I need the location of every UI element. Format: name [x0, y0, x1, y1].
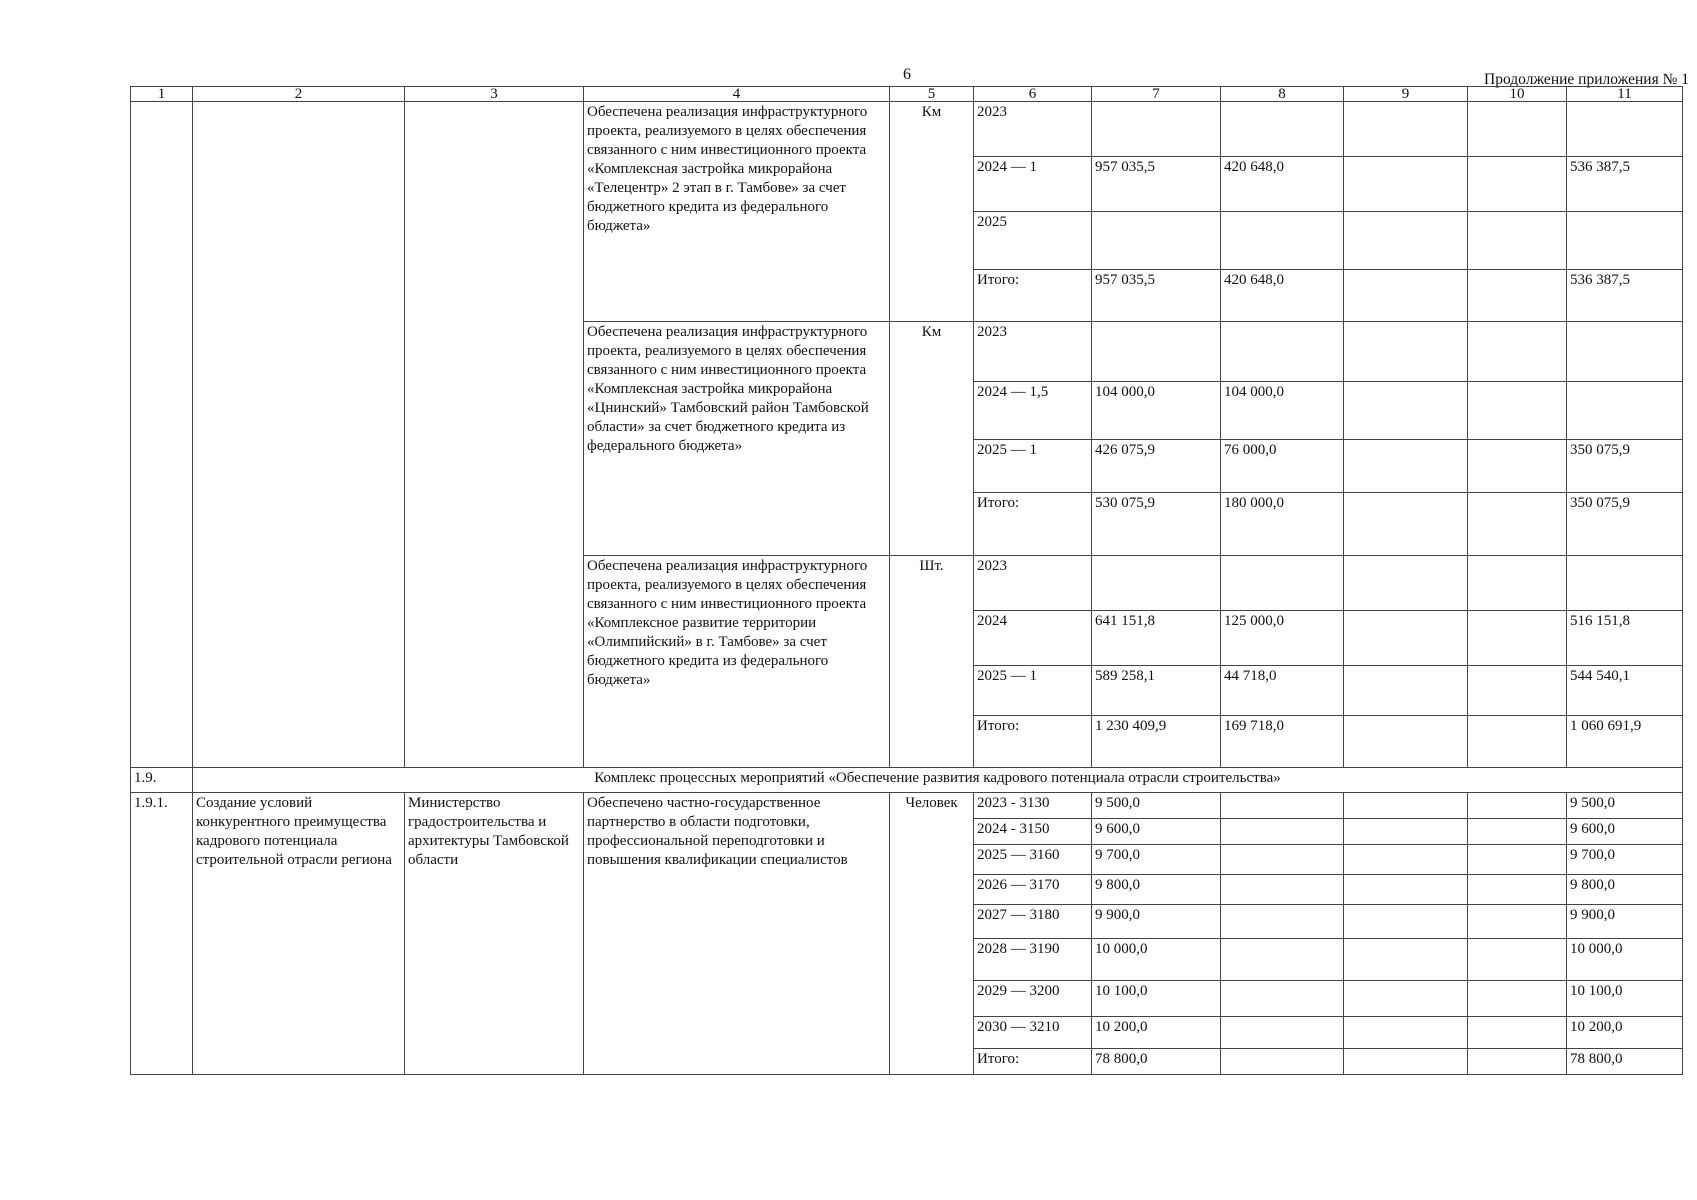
amount-cell: 76 000,0 [1221, 440, 1344, 493]
amount-cell [1468, 382, 1567, 440]
year-cell: 2028 — 3190 [974, 939, 1092, 981]
amount-cell: 10 000,0 [1567, 939, 1683, 981]
amount-cell [1344, 102, 1468, 157]
col-header: 6 [974, 87, 1092, 102]
year-cell: Итого: [974, 716, 1092, 768]
amount-cell [1468, 981, 1567, 1017]
amount-cell [1468, 270, 1567, 322]
amount-cell [1468, 493, 1567, 556]
amount-cell: 169 718,0 [1221, 716, 1344, 768]
amount-cell [1344, 157, 1468, 212]
amount-cell [1344, 981, 1468, 1017]
amount-cell [1221, 875, 1344, 905]
amount-cell [1468, 157, 1567, 212]
amount-cell [1567, 212, 1683, 270]
amount-cell [1221, 793, 1344, 819]
amount-cell: 10 200,0 [1092, 1017, 1221, 1049]
unit-cell: Шт. [890, 556, 974, 768]
amount-cell: 9 600,0 [1092, 819, 1221, 845]
amount-cell: 125 000,0 [1221, 611, 1344, 666]
year-cell: 2023 [974, 322, 1092, 382]
amount-cell [1468, 875, 1567, 905]
amount-cell [1344, 716, 1468, 768]
amount-cell [1344, 819, 1468, 845]
amount-cell [1344, 493, 1468, 556]
amount-cell: 957 035,5 [1092, 157, 1221, 212]
continuation-note: Продолжение приложения № 1 [1484, 71, 1689, 88]
amount-cell [1468, 212, 1567, 270]
section-title: Комплекс процессных мероприятий «Обеспечение развития кадрового потенциала отрасли строительства» [193, 768, 1683, 793]
amount-cell: 104 000,0 [1092, 382, 1221, 440]
amount-cell [1567, 556, 1683, 611]
col-header: 10 [1468, 87, 1567, 102]
amount-cell: 9 800,0 [1567, 875, 1683, 905]
amount-cell: 9 600,0 [1567, 819, 1683, 845]
amount-cell: 9 700,0 [1567, 845, 1683, 875]
amount-cell [1468, 793, 1567, 819]
amount-cell [1344, 1049, 1468, 1075]
table-body [131, 87, 1683, 1075]
amount-cell: 426 075,9 [1092, 440, 1221, 493]
year-cell: 2024 - 3150 [974, 819, 1092, 845]
amount-cell: 9 700,0 [1092, 845, 1221, 875]
year-cell: 2023 [974, 102, 1092, 157]
amount-cell [1567, 382, 1683, 440]
amount-cell [1221, 981, 1344, 1017]
amount-cell [1221, 212, 1344, 270]
amount-cell: 9 800,0 [1092, 875, 1221, 905]
amount-cell: 957 035,5 [1092, 270, 1221, 322]
amount-cell [1567, 102, 1683, 157]
amount-cell [1468, 1049, 1567, 1075]
amount-cell [1344, 793, 1468, 819]
year-cell: 2030 — 3210 [974, 1017, 1092, 1049]
column-number-row [131, 87, 1683, 102]
year-cell: 2024 — 1 [974, 157, 1092, 212]
empty-responsible-cell [405, 102, 584, 768]
amount-cell [1221, 102, 1344, 157]
year-cell: 2029 — 3200 [974, 981, 1092, 1017]
amount-cell: 9 900,0 [1567, 905, 1683, 939]
amount-cell [1468, 845, 1567, 875]
unit-cell: Км [890, 102, 974, 322]
section-number: 1.9. [131, 768, 193, 793]
amount-cell [1221, 845, 1344, 875]
amount-cell: 78 800,0 [1092, 1049, 1221, 1075]
year-cell: 2027 — 3180 [974, 905, 1092, 939]
amount-cell [1468, 939, 1567, 981]
amount-cell [1468, 556, 1567, 611]
amount-cell [1468, 440, 1567, 493]
amount-cell [1344, 1017, 1468, 1049]
unit-cell: Человек [890, 793, 974, 1075]
amount-cell [1221, 905, 1344, 939]
year-cell: Итого: [974, 270, 1092, 322]
col-header: 7 [1092, 87, 1221, 102]
amount-cell: 78 800,0 [1567, 1049, 1683, 1075]
amount-cell: 10 000,0 [1092, 939, 1221, 981]
amount-cell: 104 000,0 [1221, 382, 1344, 440]
amount-cell: 544 540,1 [1567, 666, 1683, 716]
table-row [131, 102, 1683, 157]
year-cell: 2024 — 1,5 [974, 382, 1092, 440]
col-header: 8 [1221, 87, 1344, 102]
page-number: 6 [903, 66, 911, 83]
amount-cell [1221, 819, 1344, 845]
amount-cell: 589 258,1 [1092, 666, 1221, 716]
amount-cell: 9 900,0 [1092, 905, 1221, 939]
year-cell: Итого: [974, 493, 1092, 556]
item-name: Создание условий конкурентного преимущества кадрового потенциала строительной отрасли региона [193, 793, 405, 1075]
amount-cell [1221, 556, 1344, 611]
col-header: 5 [890, 87, 974, 102]
col-header: 1 [131, 87, 193, 102]
amount-cell: 536 387,5 [1567, 270, 1683, 322]
item-description: Обеспечено частно-государственное партнерство в области подготовки, профессиональной переподготовки и повышения квалификации специалистов [584, 793, 890, 1075]
amount-cell: 180 000,0 [1221, 493, 1344, 556]
amount-cell: 420 648,0 [1221, 270, 1344, 322]
col-header: 3 [405, 87, 584, 102]
amount-cell [1344, 845, 1468, 875]
amount-cell [1344, 939, 1468, 981]
amount-cell [1344, 611, 1468, 666]
year-cell: 2025 [974, 212, 1092, 270]
amount-cell: 44 718,0 [1221, 666, 1344, 716]
amount-cell: 1 230 409,9 [1092, 716, 1221, 768]
amount-cell [1221, 322, 1344, 382]
year-cell: 2023 - 3130 [974, 793, 1092, 819]
amount-cell [1344, 382, 1468, 440]
col-header: 11 [1567, 87, 1683, 102]
item-responsible: Министерство градостроительства и архитектуры Тамбовской области [405, 793, 584, 1075]
amount-cell: 420 648,0 [1221, 157, 1344, 212]
amount-cell: 10 200,0 [1567, 1017, 1683, 1049]
year-cell: Итого: [974, 1049, 1092, 1075]
amount-cell [1468, 716, 1567, 768]
amount-cell [1468, 819, 1567, 845]
amount-cell [1344, 875, 1468, 905]
amount-cell: 10 100,0 [1092, 981, 1221, 1017]
empty-name-cell [193, 102, 405, 768]
year-cell: 2025 — 1 [974, 666, 1092, 716]
result-description: Обеспечена реализация инфраструктурного проекта, реализуемого в целях обеспечения связанного с ним инвестиционного проекта «Комплексная застройка микрорайона «Телецентр» 2 этап в г. Тамбове» за счет бюджетного кредита из федерального бюджета» [584, 102, 890, 322]
amount-cell [1092, 212, 1221, 270]
amount-cell [1344, 270, 1468, 322]
amount-cell: 350 075,9 [1567, 493, 1683, 556]
amount-cell [1221, 939, 1344, 981]
amount-cell [1468, 102, 1567, 157]
amount-cell [1344, 212, 1468, 270]
empty-number-cell [131, 102, 193, 768]
year-cell: 2024 [974, 611, 1092, 666]
amount-cell [1344, 666, 1468, 716]
year-cell: 2025 — 3160 [974, 845, 1092, 875]
amount-cell: 536 387,5 [1567, 157, 1683, 212]
amount-cell [1468, 1017, 1567, 1049]
col-header: 4 [584, 87, 890, 102]
amount-cell [1468, 666, 1567, 716]
amount-cell: 9 500,0 [1092, 793, 1221, 819]
section-row [131, 768, 1683, 793]
year-cell: 2026 — 3170 [974, 875, 1092, 905]
appendix-table-wrapper [130, 86, 1682, 1075]
year-cell: 2023 [974, 556, 1092, 611]
table-row [131, 793, 1683, 819]
amount-cell [1344, 440, 1468, 493]
amount-cell: 10 100,0 [1567, 981, 1683, 1017]
amount-cell: 9 500,0 [1567, 793, 1683, 819]
amount-cell [1567, 322, 1683, 382]
amount-cell [1092, 322, 1221, 382]
amount-cell [1468, 905, 1567, 939]
result-description: Обеспечена реализация инфраструктурного проекта, реализуемого в целях обеспечения связанного с ним инвестиционного проекта «Комплексное развитие территории «Олимпийский» в г. Тамбове» за счет бюджетного кредита из федерального бюджета» [584, 556, 890, 768]
amount-cell [1344, 556, 1468, 611]
item-number: 1.9.1. [131, 793, 193, 1075]
amount-cell [1468, 322, 1567, 382]
col-header: 2 [193, 87, 405, 102]
amount-cell: 530 075,9 [1092, 493, 1221, 556]
amount-cell [1221, 1049, 1344, 1075]
appendix-table [130, 86, 1683, 1075]
amount-cell: 641 151,8 [1092, 611, 1221, 666]
unit-cell: Км [890, 322, 974, 556]
amount-cell [1092, 556, 1221, 611]
amount-cell [1468, 611, 1567, 666]
col-header: 9 [1344, 87, 1468, 102]
amount-cell [1344, 905, 1468, 939]
result-description: Обеспечена реализация инфраструктурного проекта, реализуемого в целях обеспечения связанного с ним инвестиционного проекта «Комплексная застройка микрорайона «Цнинский» Тамбовский район Тамбовской области» за счет бюджетного кредита из федерального бюджета» [584, 322, 890, 556]
amount-cell: 350 075,9 [1567, 440, 1683, 493]
amount-cell: 516 151,8 [1567, 611, 1683, 666]
amount-cell [1221, 1017, 1344, 1049]
year-cell: 2025 — 1 [974, 440, 1092, 493]
amount-cell [1344, 322, 1468, 382]
amount-cell: 1 060 691,9 [1567, 716, 1683, 768]
amount-cell [1092, 102, 1221, 157]
